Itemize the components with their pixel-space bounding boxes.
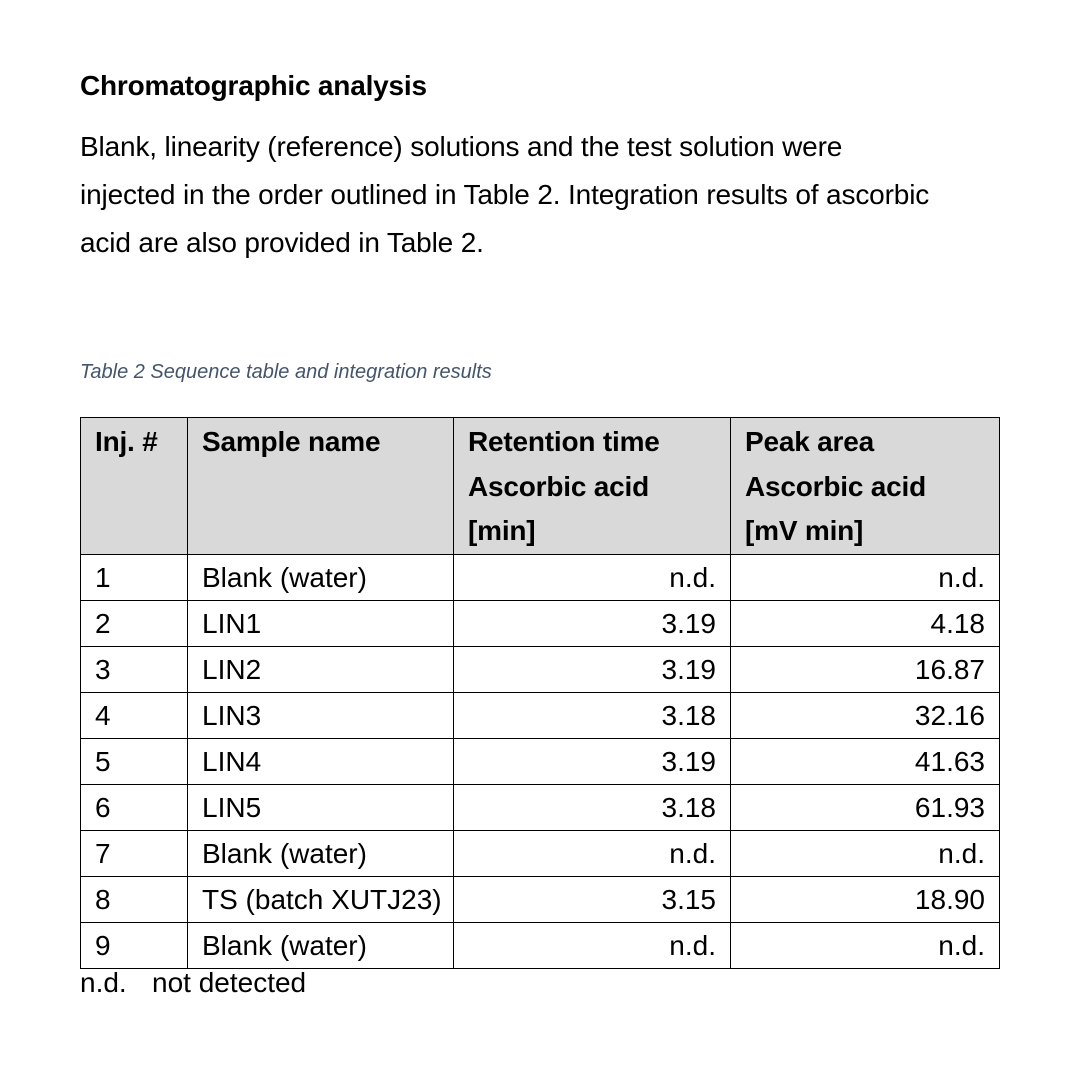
cell-inj: 6 bbox=[81, 784, 188, 830]
table-row bbox=[81, 784, 1000, 830]
header-text: Inj. # bbox=[95, 426, 158, 457]
table-header-row bbox=[81, 418, 1000, 555]
table-row bbox=[81, 646, 1000, 692]
cell-retention-time: 3.19 bbox=[454, 646, 731, 692]
cell-peak-area: n.d. bbox=[731, 554, 1000, 600]
cell-sample: Blank (water) bbox=[188, 554, 454, 600]
header-text: Sample name bbox=[202, 426, 381, 457]
header-text: Retention time bbox=[468, 426, 660, 457]
cell-sample: LIN4 bbox=[188, 738, 454, 784]
cell-retention-time: n.d. bbox=[454, 922, 731, 968]
cell-inj: 3 bbox=[81, 646, 188, 692]
cell-sample: LIN5 bbox=[188, 784, 454, 830]
header-retention-time bbox=[454, 418, 731, 555]
footnote-abbreviation: n.d. bbox=[80, 967, 127, 998]
header-text: Peak area bbox=[745, 426, 874, 457]
cell-inj: 9 bbox=[81, 922, 188, 968]
table-footnote bbox=[80, 967, 306, 999]
header-text: [min] bbox=[468, 515, 536, 546]
table-row bbox=[81, 600, 1000, 646]
cell-peak-area: n.d. bbox=[731, 922, 1000, 968]
table-row bbox=[81, 830, 1000, 876]
table-row bbox=[81, 876, 1000, 922]
cell-retention-time: n.d. bbox=[454, 830, 731, 876]
footnote-meaning: not detected bbox=[152, 967, 307, 998]
paragraph-line: injected in the order outlined in Table 2. Integration results of ascorbic bbox=[80, 179, 930, 210]
cell-sample: LIN1 bbox=[188, 600, 454, 646]
header-sample-name bbox=[188, 418, 454, 555]
cell-retention-time: 3.19 bbox=[454, 600, 731, 646]
paragraph-line: acid are also provided in Table 2. bbox=[80, 227, 484, 258]
header-text: Ascorbic acid bbox=[468, 470, 650, 502]
cell-sample: LIN2 bbox=[188, 646, 454, 692]
cell-inj: 8 bbox=[81, 876, 188, 922]
cell-inj: 4 bbox=[81, 692, 188, 738]
cell-inj: 1 bbox=[81, 554, 188, 600]
header-text: Ascorbic acid bbox=[745, 470, 927, 502]
cell-peak-area: 41.63 bbox=[731, 738, 1000, 784]
cell-retention-time: 3.19 bbox=[454, 738, 731, 784]
results-table bbox=[80, 417, 1000, 969]
cell-peak-area: 18.90 bbox=[731, 876, 1000, 922]
table-row bbox=[81, 922, 1000, 968]
cell-sample: Blank (water) bbox=[188, 830, 454, 876]
table-caption: Table 2 Sequence table and integration results bbox=[80, 361, 492, 383]
cell-retention-time: 3.15 bbox=[454, 876, 731, 922]
table-row bbox=[81, 738, 1000, 784]
header-inj bbox=[81, 418, 188, 555]
header-peak-area bbox=[731, 418, 1000, 555]
cell-sample: Blank (water) bbox=[188, 922, 454, 968]
cell-inj: 2 bbox=[81, 600, 188, 646]
header-text: [mV min] bbox=[745, 515, 864, 546]
cell-peak-area: 16.87 bbox=[731, 646, 1000, 692]
cell-retention-time: 3.18 bbox=[454, 784, 731, 830]
cell-retention-time: 3.18 bbox=[454, 692, 731, 738]
cell-sample: TS (batch XUTJ23) bbox=[188, 876, 454, 922]
section-heading: Chromatographic analysis bbox=[80, 70, 427, 101]
table-row bbox=[81, 554, 1000, 600]
cell-inj: 7 bbox=[81, 830, 188, 876]
paragraph-line: Blank, linearity (reference) solutions and the test solution were bbox=[80, 131, 843, 162]
table-row bbox=[81, 692, 1000, 738]
cell-peak-area: n.d. bbox=[731, 830, 1000, 876]
cell-peak-area: 61.93 bbox=[731, 784, 1000, 830]
cell-peak-area: 32.16 bbox=[731, 692, 1000, 738]
cell-inj: 5 bbox=[81, 738, 188, 784]
cell-sample: LIN3 bbox=[188, 692, 454, 738]
cell-peak-area: 4.18 bbox=[731, 600, 1000, 646]
cell-retention-time: n.d. bbox=[454, 554, 731, 600]
body-paragraph bbox=[80, 123, 1020, 267]
